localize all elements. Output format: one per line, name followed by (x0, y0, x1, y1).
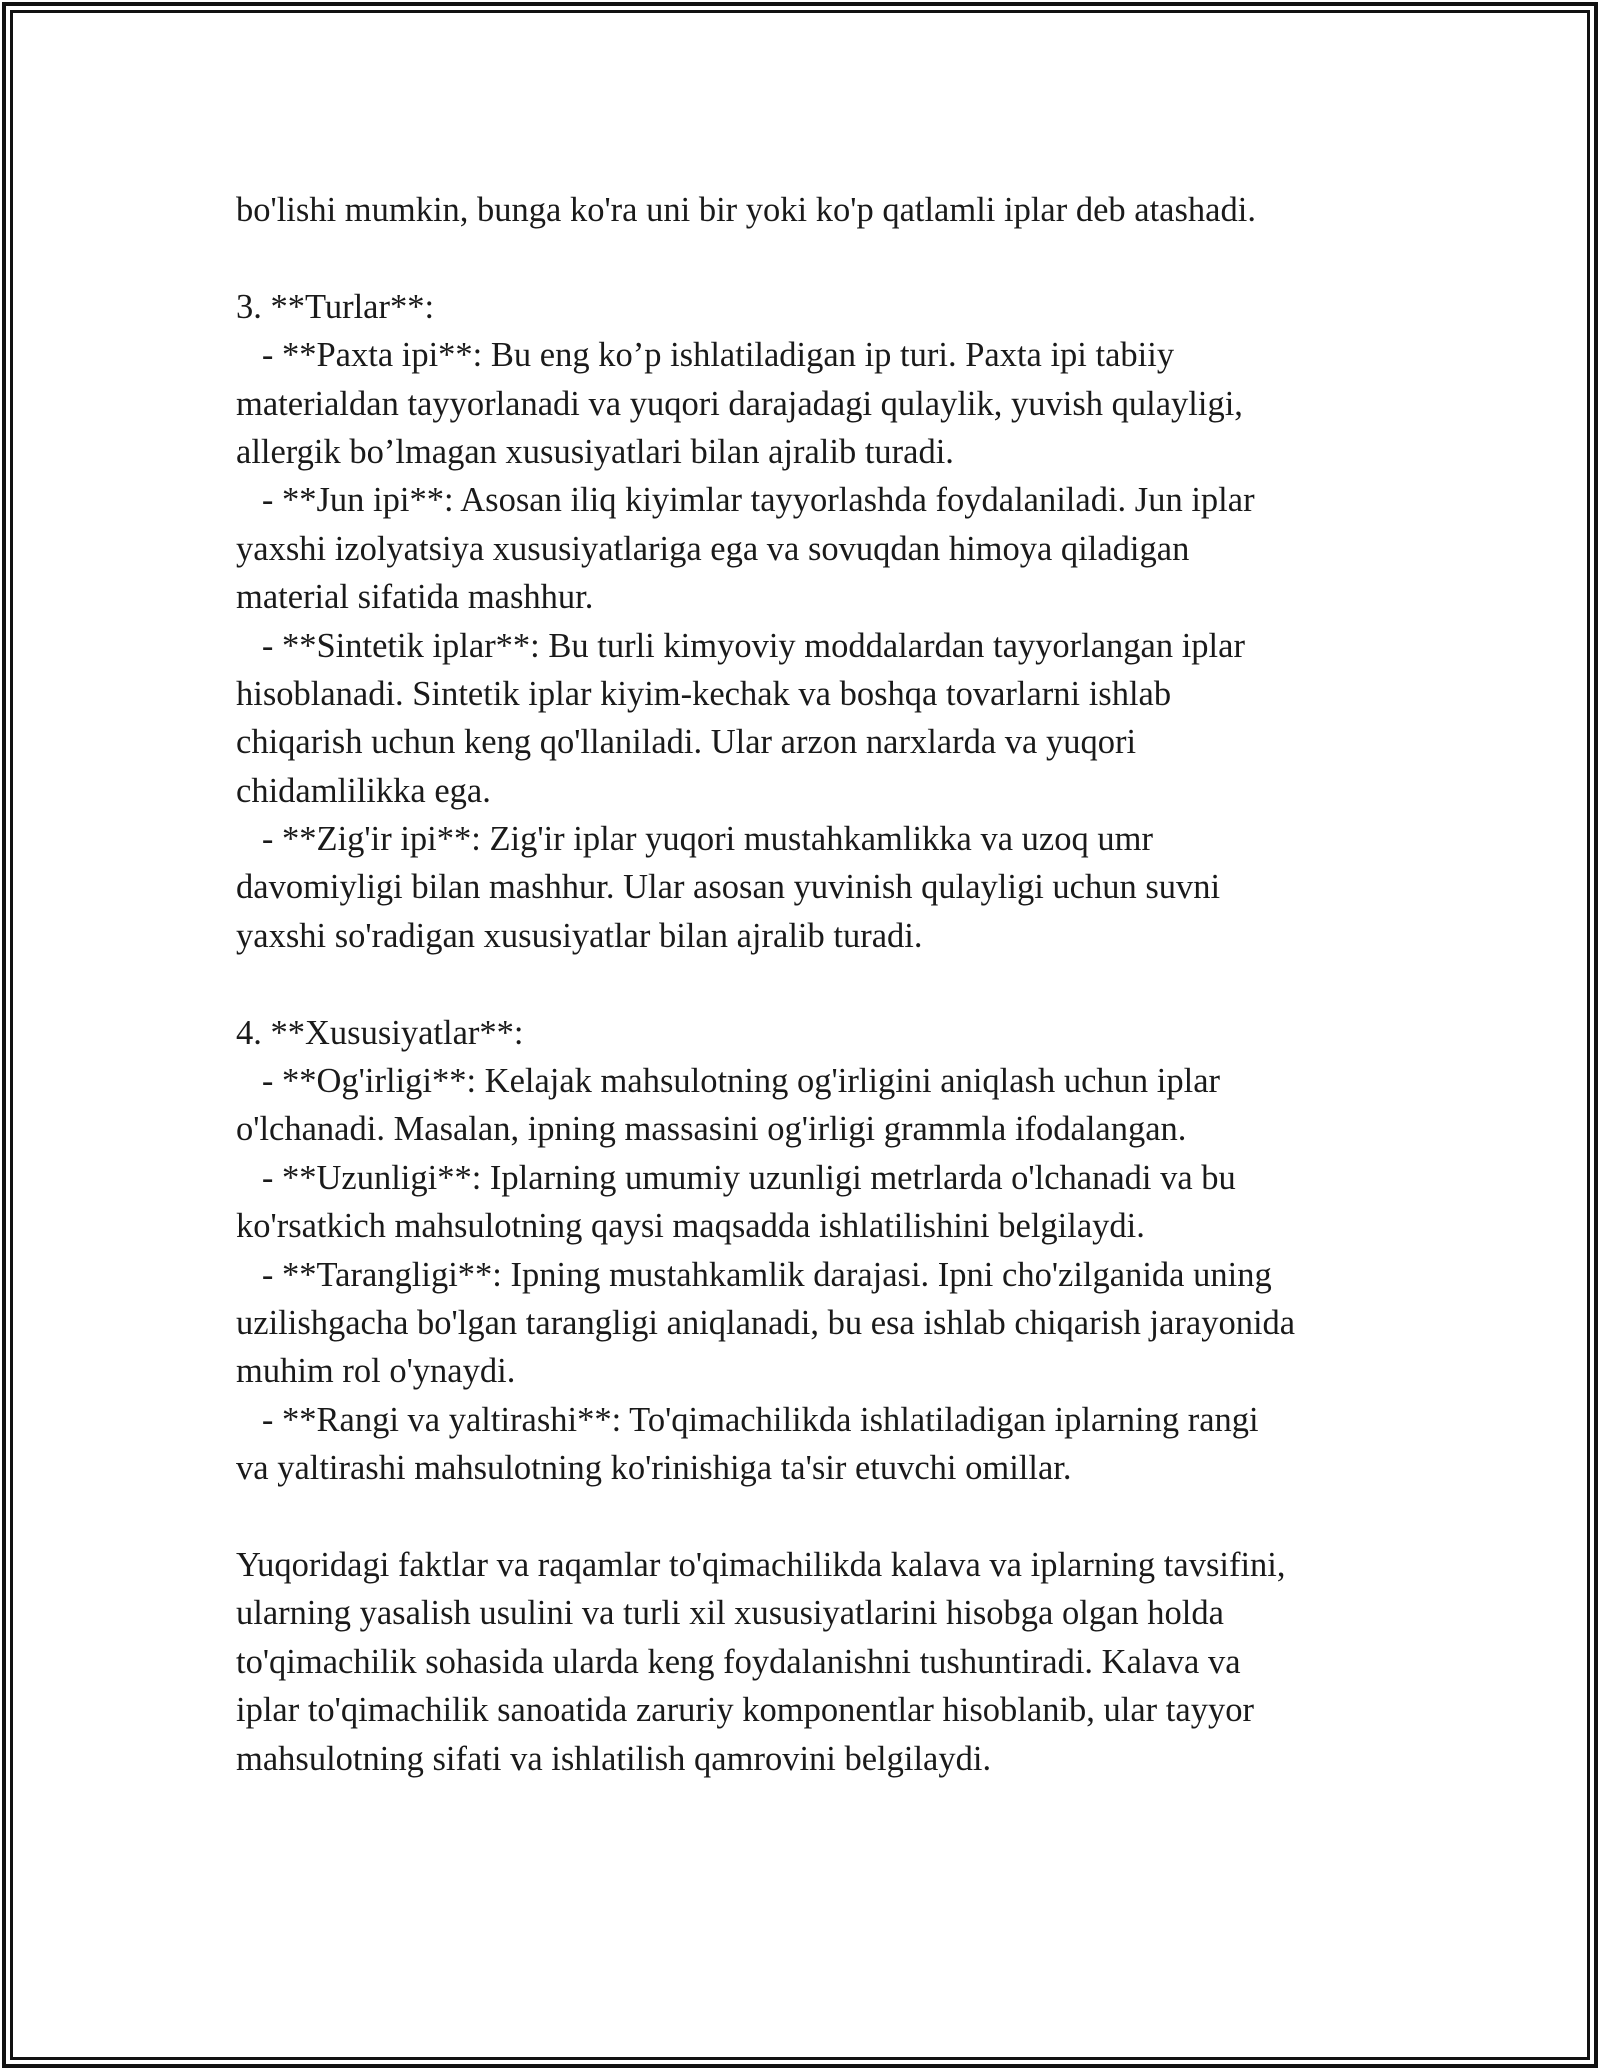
text-line: yaxshi so'radigan xususiyatlar bilan ajralib turadi. (236, 916, 923, 955)
conclusion-paragraph-line: ularning yasalish usulini va turli xil xususiyatlarini hisobga olgan holda (236, 1594, 1224, 1633)
text-line: chiqarish uchun keng qo'llaniladi. Ular arzon narxlarda va yuqori (236, 723, 1137, 762)
list-item-ogirligi: - **Og'irligi**: Kelajak mahsulotning og'irligini aniqlash uchun iplar (236, 1062, 1221, 1101)
conclusion-paragraph-line: Yuqoridagi faktlar va raqamlar to'qimachilikda kalava va iplarning tavsifini, (236, 1545, 1286, 1584)
text-line: ko'rsatkich mahsulotning qaysi maqsadda ishlatilishini belgilaydi. (236, 1207, 1145, 1246)
text-line: materialdan tayyorlanadi va yuqori darajadagi qulaylik, yuvish qulayligi, (236, 384, 1243, 423)
list-item-sintetik: - **Sintetik iplar**: Bu turli kimyoviy moddalardan tayyorlangan iplar (236, 626, 1245, 665)
list-item-uzunligi: - **Uzunligi**: Iplarning umumiy uzunligi metrlarda o'lchanadi va bu (236, 1158, 1236, 1197)
text-line: material sifatida mashhur. (236, 578, 594, 617)
conclusion-paragraph-line: to'qimachilik sohasida ularda keng foydalanishni tushuntiradi. Kalava va (236, 1642, 1241, 1681)
text-line: hisoblanadi. Sintetik iplar kiyim-kechak va boshqa tovarlarni ishlab (236, 674, 1172, 713)
list-item-rangi: - **Rangi va yaltirashi**: To'qimachilikda ishlatiladigan iplarning rangi (236, 1400, 1259, 1439)
document-body (236, 186, 1376, 1783)
list-item-paxta: - **Paxta ipi**: Bu eng ko’p ishlatiladigan ip turi. Paxta ipi tabiiy (236, 336, 1175, 375)
section-heading-xususiyatlar: 4. **Xususiyatlar**: (236, 1013, 524, 1052)
list-item-tarangligi: - **Tarangligi**: Ipning mustahkamlik darajasi. Ipni cho'zilganida uning (236, 1255, 1272, 1294)
text-line: muhim rol o'ynaydi. (236, 1352, 516, 1391)
text-line: allergik bo’lmagan xususiyatlari bilan ajralib turadi. (236, 432, 954, 471)
text-line: davomiyligi bilan mashhur. Ular asosan yuvinish qulayligi uchun suvni (236, 868, 1221, 907)
blank-line (236, 234, 1376, 282)
conclusion-paragraph-line: mahsulotning sifati va ishlatilish qamrovini belgilaydi. (236, 1739, 992, 1778)
list-item-zigir: - **Zig'ir ipi**: Zig'ir iplar yuqori mustahkamlikka va uzoq umr (236, 820, 1153, 859)
text-line: chidamlilikka ega. (236, 771, 491, 810)
text-line: yaxshi izolyatsiya xususiyatlariga ega va sovuqdan himoya qiladigan (236, 529, 1190, 568)
text-line: uzilishgacha bo'lgan tarangligi aniqlanadi, bu esa ishlab chiqarish jarayonida (236, 1303, 1296, 1342)
conclusion-paragraph-line: iplar to'qimachilik sanoatida zaruriy komponentlar hisoblanib, ular tayyor (236, 1691, 1254, 1730)
text-line: va yaltirashi mahsulotning ko'rinishiga ta'sir etuvchi omillar. (236, 1449, 1072, 1488)
text-line: bo'lishi mumkin, bunga ko'ra uni bir yoki ko'p qatlamli iplar deb atashadi. (236, 191, 1256, 229)
text-line: o'lchanadi. Masalan, ipning massasini og'irligi grammla ifodalangan. (236, 1110, 1187, 1149)
blank-line (236, 1493, 1376, 1541)
blank-line (236, 960, 1376, 1008)
section-heading-turlar: 3. **Turlar**: (236, 287, 435, 326)
list-item-jun: - **Jun ipi**: Asosan iliq kiyimlar tayyorlashda foydalaniladi. Jun iplar (236, 481, 1255, 520)
